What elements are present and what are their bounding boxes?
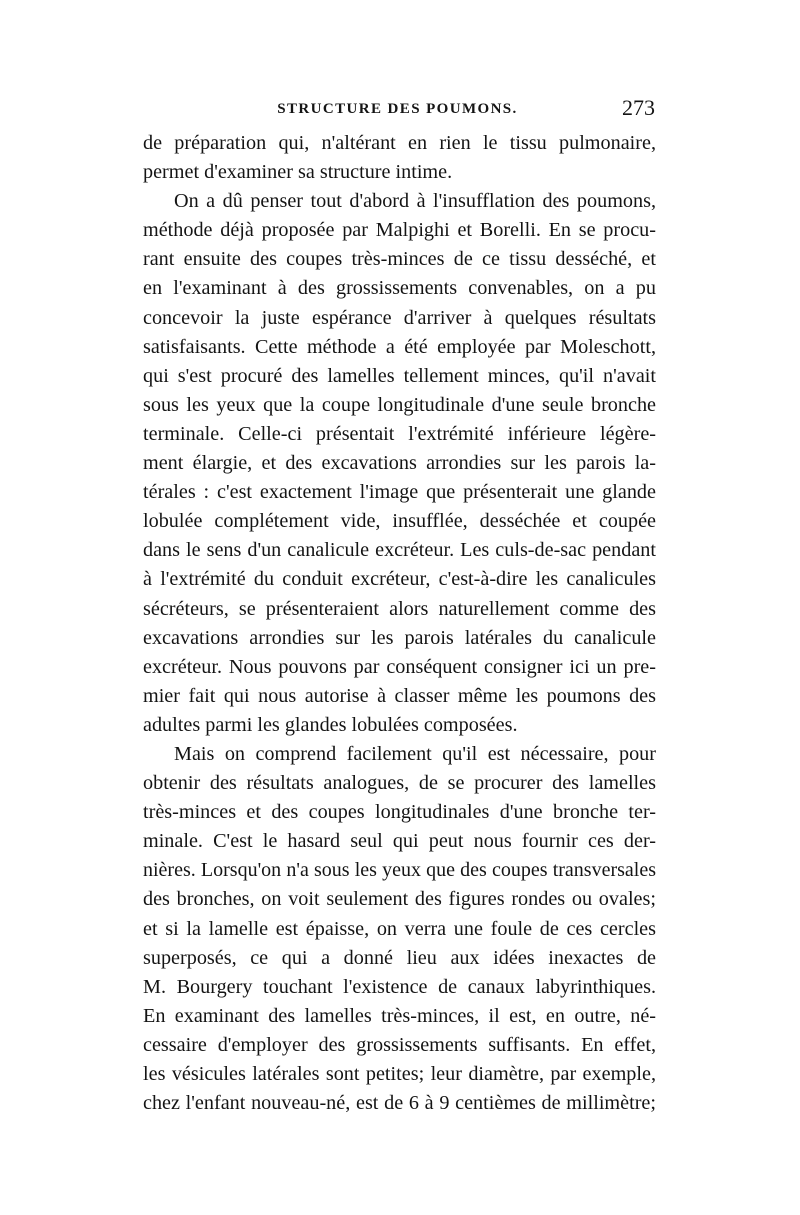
text-line: très-minces et des coupes longitudinales d'une bronche ter- bbox=[143, 801, 656, 824]
text-line: Mais on comprend facilement qu'il est nécessaire, pour bbox=[174, 742, 656, 765]
text-line: chez l'enfant nouveau-né, est de 6 à 9 centièmes de millimètre; bbox=[143, 1092, 656, 1115]
text-line: On a dû penser tout d'abord à l'insufflation des poumons, bbox=[174, 190, 656, 213]
text-line: nières. Lorsqu'on n'a sous les yeux que des coupes transversales bbox=[143, 859, 656, 882]
text-line: concevoir la juste espérance d'arriver à quelques résultats bbox=[143, 306, 656, 329]
text-line: obtenir des résultats analogues, de se procurer des lamelles bbox=[143, 772, 656, 795]
text-line: sous les yeux que la coupe longitudinale d'une seule bronche bbox=[143, 393, 656, 416]
text-line: sécréteurs, se présenteraient alors naturellement comme des bbox=[143, 597, 656, 620]
running-head bbox=[140, 95, 655, 126]
text-line: terminale. Celle-ci présentait l'extrémité inférieure légère- bbox=[143, 422, 656, 445]
text-line: superposés, ce qui a donné lieu aux idées inexactes de bbox=[143, 946, 656, 969]
text-line: dans le sens d'un canalicule excréteur. Les culs-de-sac pendant bbox=[143, 539, 656, 562]
text-line: méthode déjà proposée par Malpighi et Borelli. En se procu- bbox=[143, 219, 656, 242]
text-line: M. Bourgery touchant l'existence de canaux labyrinthiques. bbox=[143, 975, 656, 998]
text-line: de préparation qui, n'altérant en rien le tissu pulmonaire, bbox=[143, 132, 656, 154]
text-line: rant ensuite des coupes très-minces de ce tissu desséché, et bbox=[143, 248, 656, 271]
text-line: les vésicules latérales sont petites; leur diamètre, par exemple, bbox=[143, 1063, 656, 1085]
text-line: lobulée complétement vide, insufflée, desséchée et coupée bbox=[143, 510, 656, 533]
text-line: permet d'examiner sa structure intime. bbox=[143, 161, 453, 184]
text-line: excavations arrondies sur les parois latérales du canalicule bbox=[143, 626, 656, 649]
text-line: térales : c'est exactement l'image que présenterait une glande bbox=[143, 481, 656, 504]
text-line: des bronches, on voit seulement des figures rondes ou ovales; bbox=[143, 888, 656, 911]
text-line: à l'extrémité du conduit excréteur, c'est-à-dire les canalicules bbox=[143, 568, 656, 591]
text-line: minale. C'est le hasard seul qui peut nous fournir ces der- bbox=[143, 830, 656, 853]
text-line: en l'examinant à des grossissements convenables, on a pu bbox=[143, 277, 656, 300]
text-line: satisfaisants. Cette méthode a été employée par Moleschott, bbox=[143, 335, 656, 358]
text-line: mier fait qui nous autorise à classer même les poumons des bbox=[143, 684, 656, 707]
running-title: STRUCTURE DES POUMONS. bbox=[277, 101, 518, 117]
text-line: et si la lamelle est épaisse, on verra une foule de ces cercles bbox=[143, 917, 656, 940]
text-line: adultes parmi les glandes lobulées composées. bbox=[143, 713, 518, 736]
text-line: En examinant des lamelles très-minces, il est, en outre, né- bbox=[143, 1004, 656, 1027]
body-text bbox=[143, 129, 656, 1118]
page-number: 273 bbox=[622, 95, 655, 120]
text-line: excréteur. Nous pouvons par conséquent consigner ici un pre- bbox=[143, 655, 656, 678]
text-line: ment élargie, et des excavations arrondies sur les parois la- bbox=[143, 452, 656, 475]
text-line: qui s'est procuré des lamelles tellement minces, qu'il n'avait bbox=[143, 364, 656, 387]
text-line: cessaire d'employer des grossissements suffisants. En effet, bbox=[143, 1033, 656, 1056]
